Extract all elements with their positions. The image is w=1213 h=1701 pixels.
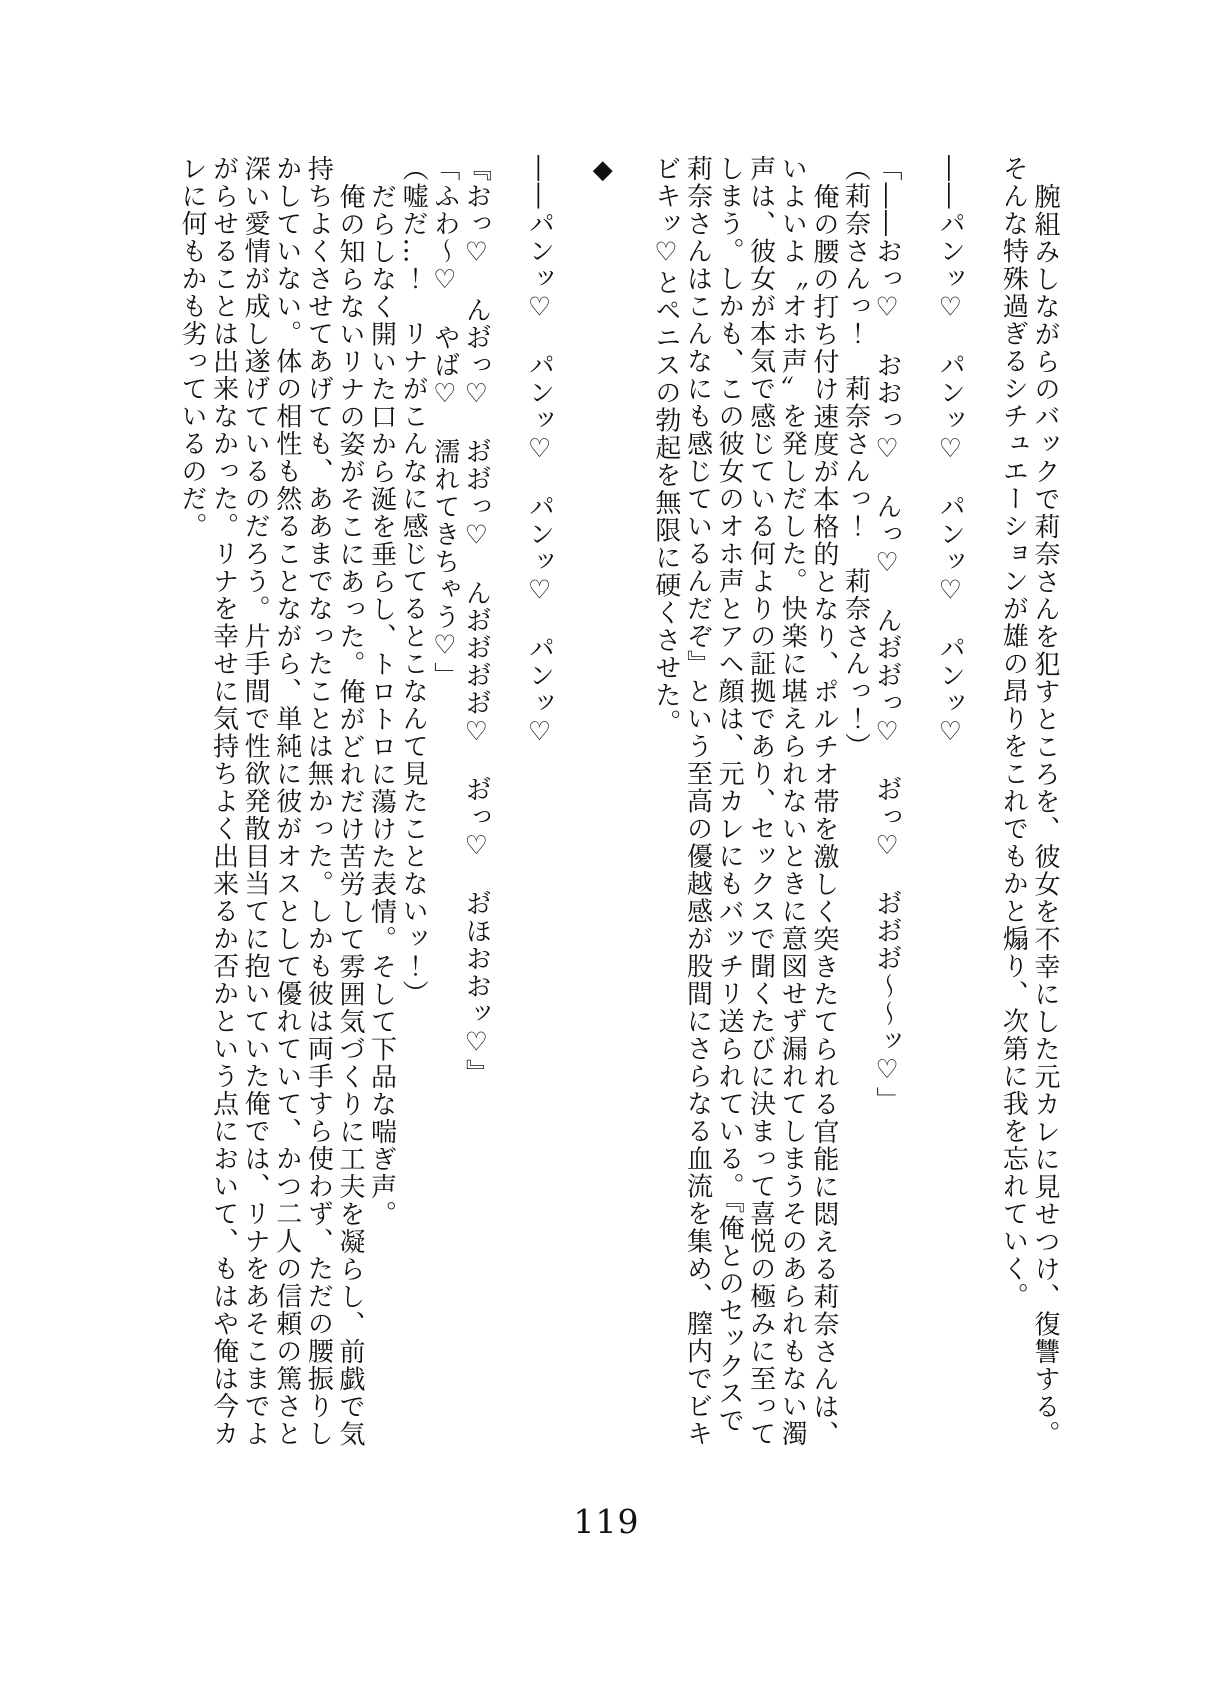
narrative-paragraph: 腕組みしながらのバックで莉奈さんを犯すところを、彼女を不幸にした元カレに見せつけ、復讐する。そんな特殊過ぎるシチュエーションが雄の昂りをこれでもかと煽り、次第に我を忘れていく。 <box>998 155 1060 1448</box>
narrative-paragraph: 俺の腰の打ち付け速度が本格的となり、ポルチオ帯を激しく突きたてられる官能に悶える莉奈さんは、いよいよ〝オホ声〟を発しだした。快楽に堪えられないときに意図せず漏れてしまうそのあられもない濁声は、彼女が本気で感じている何よりの証拠であり、セックスで聞くたびに決まって喜悦の極みに至ってしまう。しかも、この彼女のオホ声とアヘ顔は、元カレにもバッチリ送られている。『俺とのセックスで莉奈さんはこんなにも感じているんだぞ』という至高の優越感が股間にさらなる血流を集め、膣内でビキビキッ♡とペニスの勃起を無限に硬くさせた。 <box>650 155 839 1448</box>
dialogue-line: 「ふわ〜♡ やば♡ 濡れてきちゃう♡」 <box>429 155 460 690</box>
page-number: 119 <box>573 1502 640 1541</box>
sfx-line: ――パンッ♡ パンッ♡ パンッ♡ パンッ♡ <box>935 155 966 749</box>
dialogue-line: 『おっ♡ んお゙っ♡ お゙お゙っ♡ んお゙お゙お゙お゙♡ お゙っ♡ お゙ほおおッ♡』 <box>461 155 492 1087</box>
inner-monologue-line: （莉奈さんっ！ 莉奈さんっ！ 莉奈さんっ！） <box>840 155 871 760</box>
narrative-paragraph: 俺の知らないリナの姿がそこにあった。俺がどれだけ苦労して雰囲気づくりに工夫を凝らし、前戯で気持ちよくさせてあげても、ああまでなったことは無かった。しかも彼は両手すら使わず、ただの腰振りしかしていない。体の相性も然ることながら、単純に彼がオスとして優れていて、かつ二人の信頼の篤さと深い愛情が成し遂げているのだろう。片手間で性欲発散目当てに抱いていた俺では、リナをあそこまでよがらせることは出来なかった。リナを幸せに気持ちよく出来るか否かという点において、もはや俺は今カレに何もかも劣っているのだ。 <box>176 155 365 1448</box>
vertical-text-block <box>175 155 1060 1450</box>
sfx-line: ――パンッ♡ パンッ♡ パンッ♡ パンッ♡ <box>524 155 555 749</box>
inner-monologue-line: （嘘だ…！ リナがこんなに感じてるとこなんて見たことないッ！） <box>398 155 429 1008</box>
narrative-paragraph: だらしなく開いた口から涎を垂らし、トロトロに蕩けた表情。そして下品な喘ぎ声。 <box>366 182 397 1228</box>
dialogue-line: 「――おっ♡ おおっ♡ んっ♡ んお゙お゙っ♡ お゙っ♡ お゙お゙お゙〜〜ッ♡」 <box>872 155 903 1114</box>
section-divider-diamond: ◆ <box>587 155 618 187</box>
